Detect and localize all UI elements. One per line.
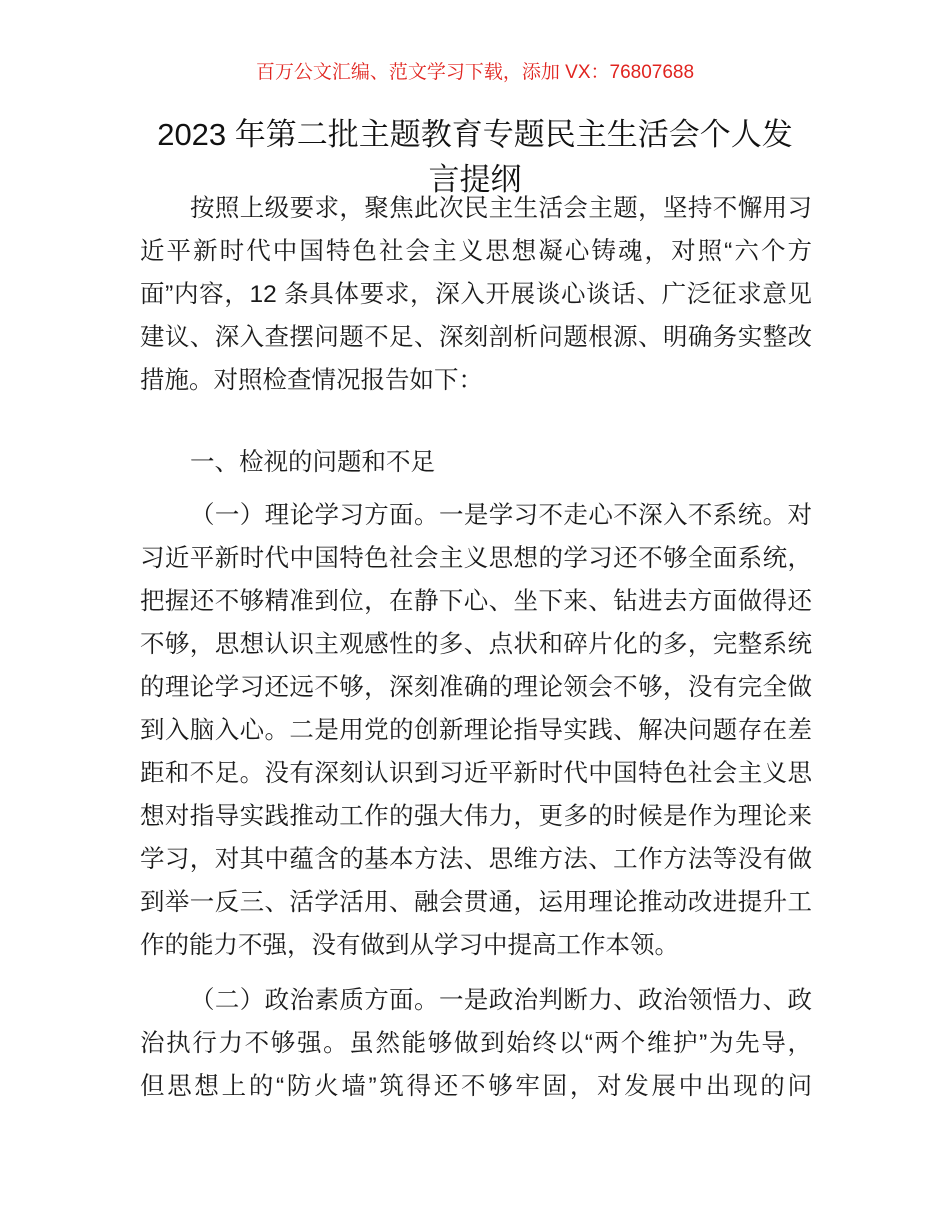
text-line: （二）政治素质方面。一是政治判断力、政治领悟力、政 [190, 987, 812, 1014]
text-line: 的理论学习还远不够，深刻准确的理论领会不够，没有完全做 [140, 674, 812, 701]
text-line: 一、检视的问题和不足 [190, 449, 435, 476]
text-line: 到入脑入心。二是用党的创新理论指导实践、解决问题存在差 [140, 717, 812, 744]
text-line: （一）理论学习方面。一是学习不走心不深入不系统。对 [190, 502, 812, 529]
theory-study-paragraph [140, 494, 812, 967]
text-line: 不够，思想认识主观感性的多、点状和碎片化的多，完整系统 [140, 631, 812, 658]
text-line: 但思想上的“防火墙”筑得还不够牢固，对发展中出现的问 [140, 1073, 812, 1100]
text-line: 治执行力不够强。虽然能够做到始终以“两个维护”为先导， [140, 1030, 812, 1057]
text-line: 想对指导实践推动工作的强大伟力，更多的时候是作为理论来 [140, 803, 812, 830]
text-line: 学习，对其中蕴含的基本方法、思维方法、工作方法等没有做 [140, 846, 812, 873]
text-line: 作的能力不强，没有做到从学习中提高工作本领。 [140, 932, 679, 959]
text-line: 面”内容，12 条具体要求，深入开展谈心谈话、广泛征求意见 [140, 281, 812, 308]
text-line: 到举一反三、活学活用、融会贯通，运用理论推动改进提升工 [140, 889, 812, 916]
political-quality-paragraph [140, 979, 812, 1108]
text-line: 近平新时代中国特色社会主义思想凝心铸魂，对照“六个方 [140, 238, 812, 265]
intro-paragraph [140, 187, 812, 402]
watermark-header: 百万公文汇编、范文学习下载，添加 VX：76807688 [255, 62, 695, 83]
title-line: 言提纲 [428, 162, 522, 197]
text-line: 按照上级要求，聚焦此次民主生活会主题，坚持不懈用习 [190, 195, 812, 222]
text-line: 把握还不够精准到位，在静下心、坐下来、钻进去方面做得还 [140, 588, 812, 615]
text-line: 距和不足。没有深刻认识到习近平新时代中国特色社会主义思 [140, 760, 812, 787]
text-line: 措施。对照检查情况报告如下： [140, 367, 483, 394]
title-line: 2023 年第二批主题教育专题民主生活会个人发 [157, 117, 793, 152]
text-line: 习近平新时代中国特色社会主义思想的学习还不够全面系统， [140, 545, 812, 572]
section-heading [140, 441, 812, 484]
text-line: 建议、深入查摆问题不足、深刻剖析问题根源、明确务实整改 [140, 324, 812, 351]
